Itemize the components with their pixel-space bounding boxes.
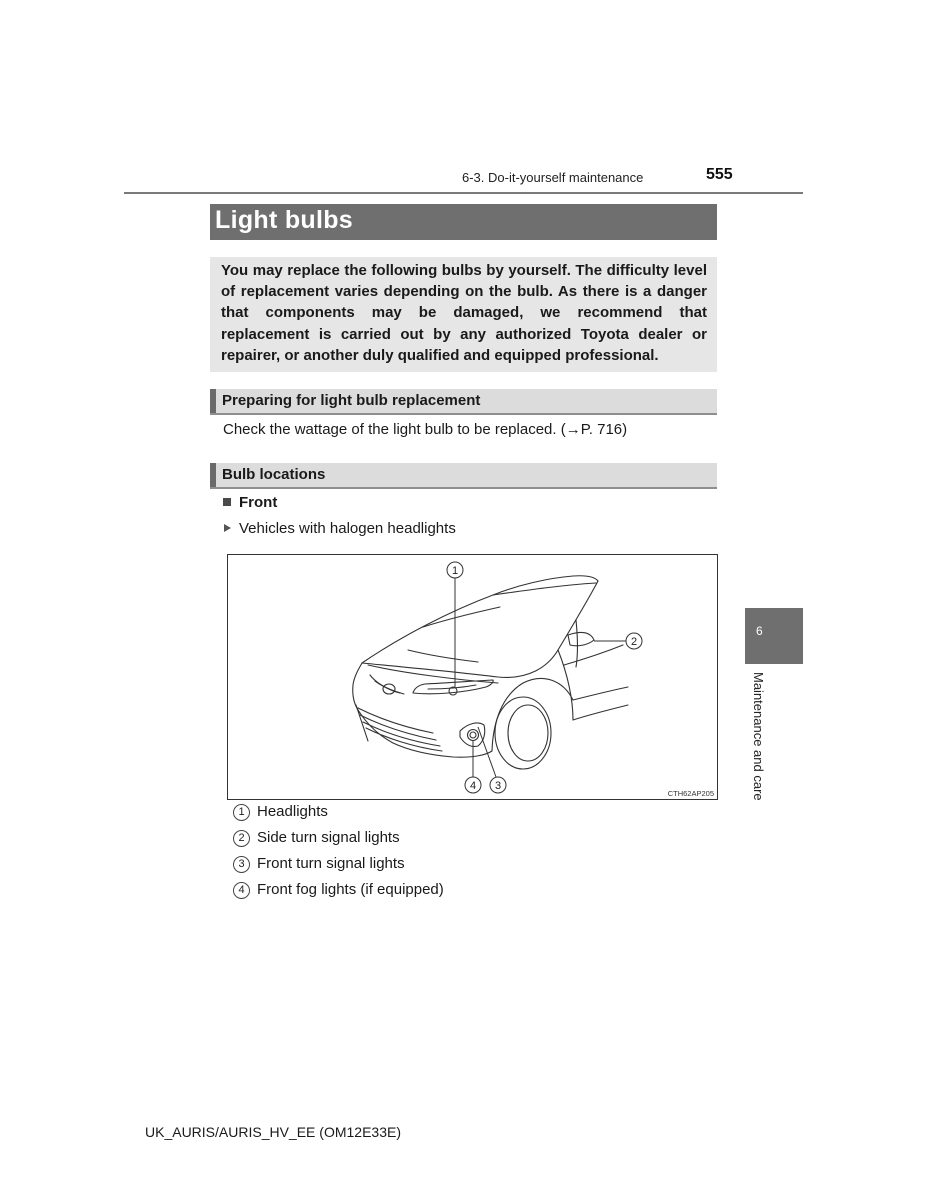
legend-label: Side turn signal lights	[257, 829, 400, 846]
vehicle-type	[224, 520, 456, 537]
legend-item	[233, 829, 400, 847]
legend-label: Front turn signal lights	[257, 855, 405, 872]
car-front-illustration	[227, 554, 718, 800]
callout-4	[465, 777, 481, 793]
square-bullet-icon	[223, 498, 231, 506]
legend-number: 1	[233, 804, 250, 821]
section-heading-locations-text: Bulb locations	[222, 466, 326, 483]
preparing-text: Check the wattage of the light bulb to be replaced. (→P. 716)	[223, 421, 628, 438]
callout-2-label: 2	[630, 636, 638, 648]
section-heading-preparing	[210, 389, 717, 415]
legend-item	[233, 855, 405, 873]
heading-marker	[210, 389, 216, 413]
chapter-tab	[745, 608, 803, 664]
legend-number: 3	[233, 856, 250, 873]
subheading-front	[223, 494, 277, 511]
chapter-tab-label: Maintenance and care	[751, 672, 766, 801]
callout-1-label: 1	[451, 565, 459, 577]
legend-number: 4	[233, 882, 250, 899]
triangle-bullet-icon	[224, 524, 231, 532]
subheading-front-text: Front	[239, 494, 278, 511]
legend-item	[233, 803, 328, 821]
page-title-bar	[210, 204, 717, 240]
intro-box	[210, 257, 717, 372]
callout-2	[626, 633, 642, 649]
callout-4-label: 4	[469, 780, 477, 792]
vehicle-type-text: Vehicles with halogen headlights	[239, 520, 456, 537]
header-rule	[124, 192, 803, 194]
document-footer: UK_AURIS/AURIS_HV_EE (OM12E33E)	[145, 1124, 401, 1140]
legend-label: Headlights	[257, 803, 328, 820]
callout-1	[447, 562, 463, 578]
callout-3	[490, 777, 506, 793]
page-number: 555	[706, 166, 733, 183]
running-header-section: 6-3. Do-it-yourself maintenance	[462, 170, 644, 185]
section-heading-preparing-text: Preparing for light bulb replacement	[222, 392, 481, 409]
car-front-drawing	[228, 555, 717, 799]
legend-label: Front fog lights (if equipped)	[257, 881, 444, 898]
legend-item	[233, 881, 444, 899]
page-title: Light bulbs	[215, 206, 353, 234]
intro-text: You may replace the following bulbs by yourself. The difficulty level of replacement varies depending on the bulb. As there is a danger that components may be damaged, we recommend that replacement is carried out by any authorized Toyota dealer or repairer, or another duly qualified and equipped professional.	[221, 262, 707, 364]
callout-3-label: 3	[494, 780, 502, 792]
chapter-tab-number: 6	[756, 624, 763, 638]
legend-number: 2	[233, 830, 250, 847]
heading-marker	[210, 463, 216, 487]
figure-code: CTH62AP205	[667, 789, 714, 798]
section-heading-locations	[210, 463, 717, 489]
